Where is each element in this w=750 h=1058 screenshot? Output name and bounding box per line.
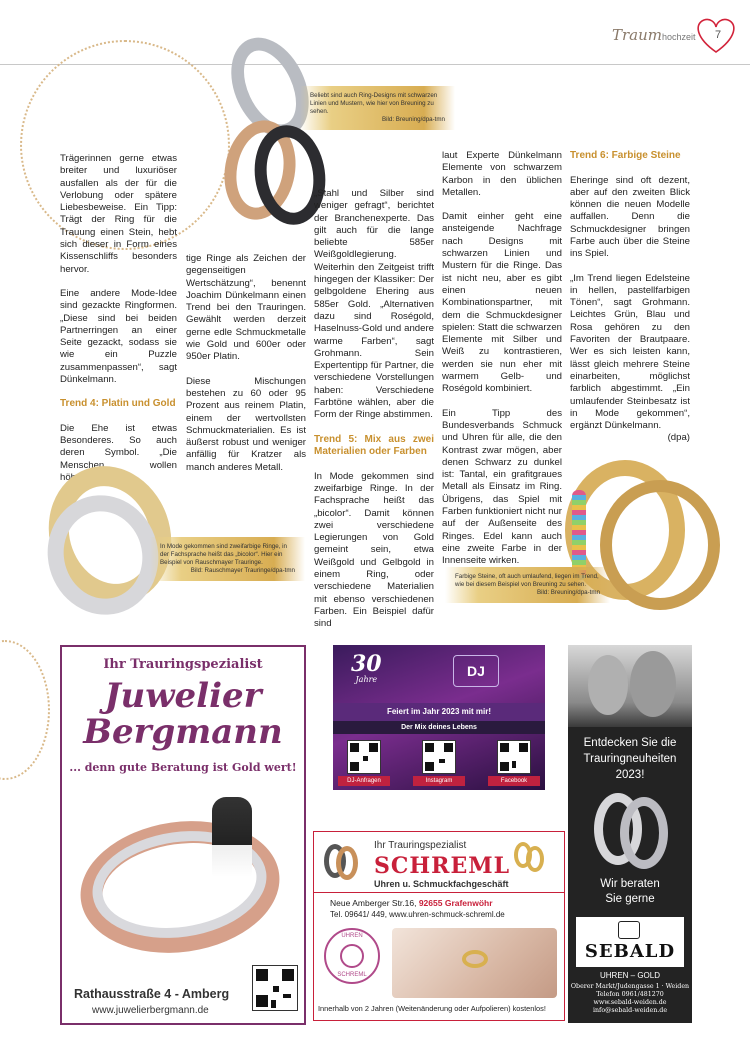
ad-subtitle: Uhren u. Schmuckfachgeschäft <box>374 879 509 889</box>
sebald-headline <box>568 735 692 783</box>
dj-logo: DJ <box>453 655 499 687</box>
ad-top-line: Ihr Trauringspezialist <box>103 657 263 672</box>
page-number: 7 <box>715 29 722 41</box>
sebald-logo-box <box>576 917 684 967</box>
paragraph: „Stahl und Silber sind weniger gefragt“, berichtet der Branchenexperte. Das gilt auch für die lange beliebte 585er Weißgoldlegierung. Weiterhin den Zeitgeist trifft hingegen der Klassiker: Der gelbgoldene Ehering aus 585er Gold. „Alternativen dazu sind Roségold, Haselnuss-Gold und andere warme Farben“, sagt Grohmann. Sein Expertentipp für Partner, die verschiedene Vorstellungen haben: Verschiedene Farbtöne wählen, aber die Form der Ringe abstimmen. <box>314 188 434 421</box>
contact-line: Oberer Markt/Judengasse 1 · Weiden <box>570 983 690 990</box>
ad-sebald[interactable] <box>568 645 692 1023</box>
paragraph: Damit einher geht eine ansteigende Nachfrage nach Designs mit schwarzen Linien und Mustern für die Ringe. Das ist nicht neu, aber es gibt einen neuen Kombinationspartner, mit dem die Schmuckdesigner spielen: Statt die schwarzen Elemente mit Silber und Weiß zu kontrastieren, werden sie nun eher mit warmem Gelb- und Roségold kombiniert. <box>442 211 562 395</box>
ring-icon <box>336 846 358 880</box>
article-column-2 <box>186 253 306 486</box>
ring-illustration <box>620 797 668 869</box>
ad-contact[interactable]: Tel. 09641/ 449, www.uhren-schmuck-schreml.de <box>330 910 505 919</box>
dpa-credit: (dpa) <box>667 432 690 444</box>
subheading-trend-4: Trend 4: Platin und Gold <box>60 398 176 410</box>
qr-code[interactable] <box>252 965 298 1011</box>
headline-line: 2023! <box>615 769 645 781</box>
ad-footer: Innerhalb von 2 Jahren (Weitenänderung oder Aufpolieren) kostenlos! <box>318 1004 546 1013</box>
street: Neue Amberger Str.16, <box>330 898 419 908</box>
caption-left <box>150 537 305 581</box>
ad-slogan: ... denn gute Beratung ist Gold wert! <box>69 761 297 774</box>
crest-icon <box>618 921 640 939</box>
couple-photo <box>568 645 692 727</box>
clock-seal <box>324 928 380 984</box>
dj-banner-2: Der Mix deines Lebens <box>333 721 545 734</box>
paragraph: Trägerinnen gerne etwas breiter und luxuriöser ausfallen als der für die Verlobung oder spätere Liebesbeweise. Ein Tipp: Trägt der Ring für die Trauung einen Stein, hebt sich dieser in Form eines Kissenschliffs besonders hervor. <box>60 153 177 275</box>
article-column-1 <box>60 153 177 496</box>
ad-address: Rathausstraße 4 - Amberg <box>74 987 230 1001</box>
article-column-4 <box>442 150 562 580</box>
caption-top <box>300 86 455 130</box>
paragraph: Eine andere Mode-Idee sind gezackte Ringformen. „Diese sind bei beiden Partnerringen an einer Seite gezackt, sodass sie wie ein Puzzle zusammenpassen“, sagt Dünkelmann. <box>60 287 177 386</box>
caption-credit: Bild: Rauschmayer Trauringe/dpa-tmn <box>190 567 295 574</box>
paragraph: Die Ehe ist etwas Besonderes. So auch deren Symbol. „Die Menschen wollen höherwer- <box>60 422 177 484</box>
headline-line: Trauringneuheiten <box>583 753 677 765</box>
contact-line: Telefon 0961/481270 <box>596 991 664 998</box>
paragraph: Eheringe sind oft dezent, aber auf den zweiten Blick können die neuen Modelle auffallen. Denn die Schmuckdesigner bringen Farbe auch über die Steine ins Spiel. <box>570 174 690 260</box>
article-column-5 <box>570 150 690 445</box>
subheading-trend-6: Trend 6: Farbige Steine <box>570 150 681 161</box>
ad-address <box>330 898 493 908</box>
paragraph: Diese Mischungen bestehen zu 60 oder 95 Prozent aus reinem Platin, einem der wertvollsten Schmuckmaterialien. Es ist äußerst robust und weniger anfällig für Kratzer als manch anderes Metall. <box>186 375 306 473</box>
subheading-trend-5: Trend 5: Mix aus zwei Materialien oder Farben <box>314 433 434 458</box>
sebald-tag: UHREN – GOLD <box>599 971 660 980</box>
ad-top-line: Ihr Trauringspezialist <box>374 840 467 851</box>
ad-name-line1: Juwelier <box>104 676 262 716</box>
hands-photo <box>392 928 557 998</box>
sebald-contact <box>568 983 692 1015</box>
headline-line: Entdecken Sie die <box>583 737 677 749</box>
ad-name-line2: Bergmann <box>83 712 283 752</box>
magazine-brand <box>612 26 696 44</box>
qr-code-dj-requests[interactable] <box>347 740 381 774</box>
dj-anniversary-badge <box>351 653 382 684</box>
badge-word: Jahre <box>355 675 378 684</box>
ad-schreml[interactable] <box>313 831 565 1021</box>
paragraph: In Mode gekommen sind zweifarbige Ringe. In der Fachsprache heißt das „bicolor“. Damit können zwei verschiedene Legierungen von Gold gemeint sein, etwa Weißgold und Gelbgold in einem Ring, oder verschiedene Materialien mit ebenso verschiedenen Farben. Ein Beispiel dafür sind <box>314 470 434 630</box>
subline: Wir beraten <box>600 878 660 890</box>
caption-text: Farbige Steine, oft auch umlaufend, liegen im Trend, wie bei diesem Beispiel von Breuning zu sehen. <box>455 573 599 588</box>
paragraph: tige Ringe als Zeichen der gegenseitigen Wertschätzung“, benennt Joachim Dünkelmann einen Trend bei den Trauringen. Gewählt werden derzeit gerne edle Schmuckmetalle wie Gold und 600er oder 950er Platin. <box>186 253 306 363</box>
dj-banner-1: Feiert im Jahr 2023 mit mir! <box>333 703 545 721</box>
decorative-dots <box>0 640 50 780</box>
ad-name: SCHREML <box>374 853 511 879</box>
brand-small: hochzeit <box>662 32 696 42</box>
qr-label: Instagram <box>413 776 465 786</box>
qr-label: DJ-Anfragen <box>338 776 390 786</box>
caption-right <box>445 567 610 603</box>
sebald-name: SEBALD <box>584 941 676 962</box>
qr-code-instagram[interactable] <box>422 740 456 774</box>
seal-bottom: SCHREML <box>337 972 367 978</box>
city: 92655 Grafenwöhr <box>418 898 493 908</box>
ring-photo-bicolor <box>40 455 190 615</box>
contact-line[interactable]: www.sebald-weiden.de <box>593 999 667 1006</box>
caption-text: In Mode gekommen sind zweifarbige Ringe, in der Fachsprache heißt das „bicolor“. Hier ein Beispiel von Rauschmayer Trauringe. <box>160 543 287 566</box>
paragraph: laut Experte Dünkelmann Elemente von schwarzem Karbon in den üblichen Metallen. <box>442 150 562 198</box>
qr-code-facebook[interactable] <box>497 740 531 774</box>
clock-icon <box>340 944 364 968</box>
subline: Sie gerne <box>605 893 655 905</box>
caption-credit: Bild: Breuning/dpa-tmn <box>382 116 445 123</box>
sebald-subline <box>568 877 692 907</box>
ad-dj[interactable] <box>333 645 545 790</box>
caption-credit: Bild: Breuning/dpa-tmn <box>537 589 600 596</box>
seal-top: UHREN <box>341 933 363 939</box>
contact-line[interactable]: info@sebald-weiden.de <box>592 1007 668 1014</box>
caption-text: Beliebt sind auch Ring-Designs mit schwarzen Linien und Mustern, wie hier von Breuning zu sehen. <box>310 92 438 115</box>
couple-figure <box>212 797 252 877</box>
ad-url[interactable]: www.juwelierbergmann.de <box>92 1005 209 1016</box>
article-column-3 <box>314 188 434 643</box>
badge-number: 30 <box>351 651 382 677</box>
ad-juwelier-bergmann[interactable] <box>60 645 306 1025</box>
paragraph: Ein Tipp des Bundesverbands Schmuck und Uhren für alle, die den Kontrast zwar mögen, aber denen Schwarz zu dunkel ist: Tantal, ein grafitgraues Metall als Einsatz im Ring. Übrigens, das Spiel mit Farben funktioniert nicht nur auf der Außenseite des Ringes. Edel kann auch eine zweite Farbe in der Innenseite wirken. <box>442 407 562 567</box>
qr-label: Facebook <box>488 776 540 786</box>
divider <box>314 892 564 893</box>
ring-icon <box>526 846 544 872</box>
paragraph: „Im Trend liegen Edelsteine in hellen, pastellfarbigen Tönen“, sagt Grohmann. Leichtes Grün, Blau und Rosa gehören zu den Favoriten der Brautpaare. Wer es sich leisten kann, lässt gleich mehrere Steine einarbeiten, möglichst farblich abgestimmt. „Ein umlaufender Steinbesatz ist in Mode gekommen“, ergänzt Dünkelmann. <box>570 272 690 432</box>
brand-script: Traum <box>612 26 663 44</box>
